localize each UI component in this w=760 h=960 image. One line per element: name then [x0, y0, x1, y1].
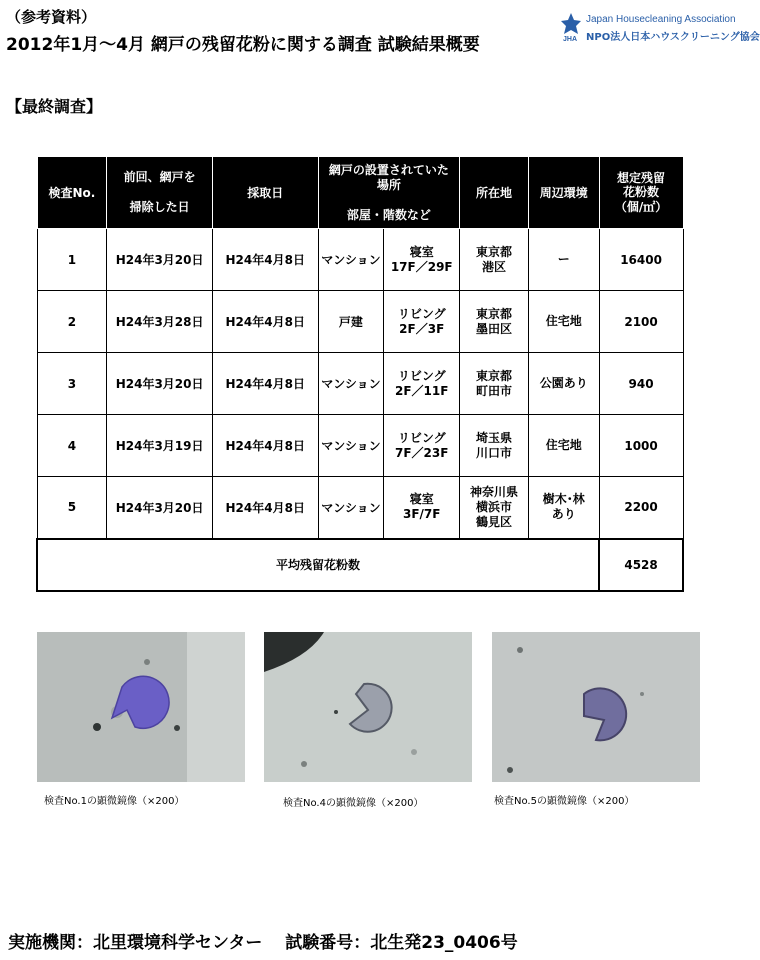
cell-sampled: H24年4月8日 [212, 229, 318, 291]
cell-cleaned: H24年3月20日 [107, 353, 213, 415]
cell-no: 5 [37, 477, 107, 539]
cell-environment: 住宅地 [528, 415, 599, 477]
cell-sampled: H24年4月8日 [212, 353, 318, 415]
cell-cleaned: H24年3月20日 [107, 477, 213, 539]
table-row [37, 291, 683, 353]
average-value: 4528 [599, 539, 683, 591]
header-address: 所在地 [460, 157, 529, 229]
table-row [37, 353, 683, 415]
cell-environment: 住宅地 [528, 291, 599, 353]
logo-japanese-name: NPO法人日本ハウスクリーニング協会 [586, 32, 760, 43]
cell-cleaned: H24年3月28日 [107, 291, 213, 353]
cell-no: 4 [37, 415, 107, 477]
svg-text:JHA: JHA [563, 36, 578, 43]
reference-note: （参考資料） [6, 8, 97, 26]
section-title: 【最終調査】 [6, 97, 103, 116]
cell-room: リビング 2F／3F [384, 291, 460, 353]
table-row [37, 477, 683, 539]
cell-sampled: H24年4月8日 [212, 291, 318, 353]
cell-cleaned: H24年3月20日 [107, 229, 213, 291]
cell-environment: ー [528, 229, 599, 291]
cell-count: 940 [599, 353, 683, 415]
header-count: 想定残留 花粉数 （個/㎡） [599, 157, 683, 229]
footer-info: 実施機関：北里環境科学センター 試験番号：北生発23_0406号 [8, 933, 518, 953]
cell-building: マンション [318, 229, 384, 291]
cell-building: 戸建 [318, 291, 384, 353]
cell-room: 寝室 17F／29F [384, 229, 460, 291]
jha-logo-icon [560, 12, 582, 42]
cell-room: リビング 7F／23F [384, 415, 460, 477]
average-label: 平均残留花粉数 [37, 539, 599, 591]
cell-address: 東京都 町田市 [460, 353, 529, 415]
table-header-row [37, 157, 683, 229]
cell-room: 寝室 3F/7F [384, 477, 460, 539]
cell-building: マンション [318, 477, 384, 539]
cell-count: 1000 [599, 415, 683, 477]
logo-english-name: Japan Housecleaning Association [586, 14, 736, 25]
caption-1: 検査No.1の顕微鏡像（×200） [44, 796, 185, 807]
cell-no: 2 [37, 291, 107, 353]
caption-4: 検査No.4の顕微鏡像（×200） [283, 798, 424, 809]
cell-room: リビング 2F／11F [384, 353, 460, 415]
cell-building: マンション [318, 415, 384, 477]
average-row [37, 539, 683, 591]
cell-no: 3 [37, 353, 107, 415]
cell-sampled: H24年4月8日 [212, 415, 318, 477]
cell-address: 東京都 港区 [460, 229, 529, 291]
cell-building: マンション [318, 353, 384, 415]
cell-address: 神奈川県 横浜市 鶴見区 [460, 477, 529, 539]
cell-count: 2200 [599, 477, 683, 539]
cell-environment: 公園あり [528, 353, 599, 415]
micrograph-1 [37, 632, 245, 782]
header-cleaned: 前回、網戸を 掃除した日 [107, 157, 213, 229]
results-table [36, 156, 684, 592]
cell-address: 東京都 墨田区 [460, 291, 529, 353]
cell-sampled: H24年4月8日 [212, 477, 318, 539]
cell-count: 2100 [599, 291, 683, 353]
cell-no: 1 [37, 229, 107, 291]
table-row [37, 415, 683, 477]
cell-cleaned: H24年3月19日 [107, 415, 213, 477]
association-logo [560, 12, 760, 46]
caption-5: 検査No.5の顕微鏡像（×200） [494, 796, 635, 807]
cell-environment: 樹木･林 あり [528, 477, 599, 539]
micrograph-5 [492, 632, 700, 782]
cell-address: 埼玉県 川口市 [460, 415, 529, 477]
header-no: 検査No. [37, 157, 107, 229]
header-sampled: 採取日 [212, 157, 318, 229]
page-title: 2012年1月～4月 網戸の残留花粉に関する調査 試験結果概要 [6, 35, 480, 55]
header-location: 網戸の設置されていた 場所 部屋・階数など [318, 157, 460, 229]
cell-count: 16400 [599, 229, 683, 291]
table-row [37, 229, 683, 291]
micrograph-4 [264, 632, 472, 782]
header-environment: 周辺環境 [528, 157, 599, 229]
